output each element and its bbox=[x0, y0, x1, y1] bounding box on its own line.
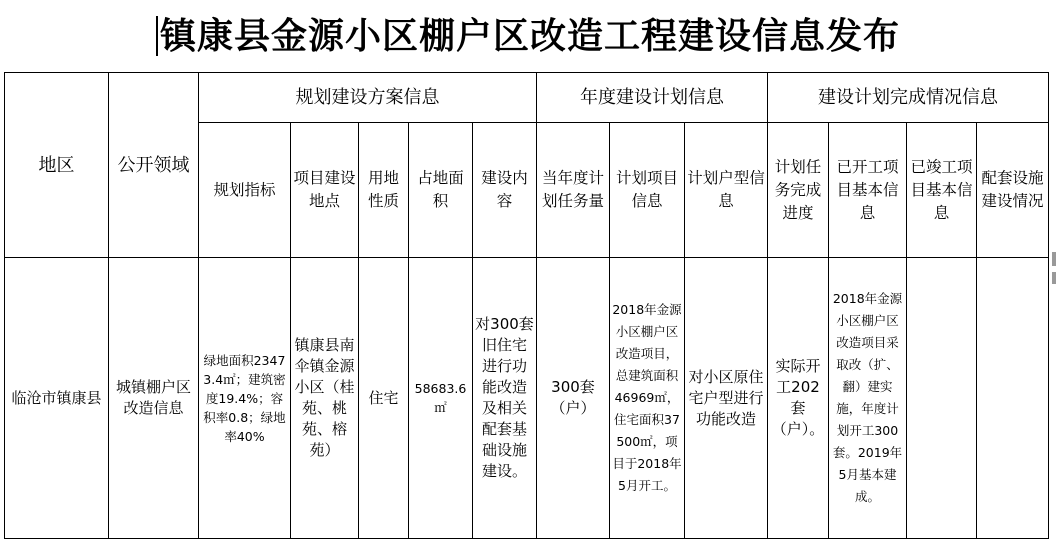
subheader-task-progress: 计划任务完成进度 bbox=[768, 123, 829, 258]
subheader-project-location: 项目建设地点 bbox=[291, 123, 359, 258]
header-row-1 bbox=[5, 73, 1049, 123]
subheader-planned-project-info: 计划项目信息 bbox=[610, 123, 685, 258]
info-table bbox=[4, 72, 1049, 539]
cell-planned-house-type: 对小区原住宅户型进行功能改造 bbox=[685, 258, 768, 539]
header-planning-info: 规划建设方案信息 bbox=[199, 73, 537, 123]
cell-planning-index: 绿地面积23473.4㎡；建筑密度19.4%；容积率0.8；绿地率40% bbox=[199, 258, 291, 539]
cell-task-progress: 实际开工202套（户）。 bbox=[768, 258, 829, 539]
subheader-land-area: 占地面积 bbox=[409, 123, 473, 258]
table-row bbox=[5, 258, 1049, 539]
subheader-supporting-facilities: 配套设施建设情况 bbox=[977, 123, 1049, 258]
subheader-land-nature: 用地性质 bbox=[359, 123, 409, 258]
subheader-planned-house-type: 计划户型信息 bbox=[685, 123, 768, 258]
cell-started-project-info: 2018年金源小区棚户区改造项目采取改（扩、翻）建实施，年度计划开工300套。2019年5月基本建成。 bbox=[829, 258, 907, 539]
cell-completed-project-info bbox=[907, 258, 977, 539]
cell-annual-task: 300套（户） bbox=[537, 258, 610, 539]
header-public-field: 公开领域 bbox=[109, 73, 199, 258]
header-annual-plan-info: 年度建设计划信息 bbox=[537, 73, 768, 123]
subheader-completed-project-info: 已竣工项目基本信息 bbox=[907, 123, 977, 258]
subheader-construction-content: 建设内容 bbox=[473, 123, 537, 258]
header-completion-info: 建设计划完成情况信息 bbox=[768, 73, 1049, 123]
cell-public-field: 城镇棚户区改造信息 bbox=[109, 258, 199, 539]
cell-land-area: 58683.6㎡ bbox=[409, 258, 473, 539]
cell-planned-project-info: 2018年金源小区棚户区改造项目，总建筑面积46969㎡，住宅面积37500㎡，项目于2018年5月开工。 bbox=[610, 258, 685, 539]
subheader-planning-index: 规划指标 bbox=[199, 123, 291, 258]
subheader-started-project-info: 已开工项目基本信息 bbox=[829, 123, 907, 258]
cell-land-nature: 住宅 bbox=[359, 258, 409, 539]
header-region: 地区 bbox=[5, 73, 109, 258]
page-title-wrap bbox=[0, 0, 1056, 72]
scroll-handle-mark-lower[interactable] bbox=[1052, 272, 1056, 284]
subheader-annual-task: 当年度计划任务量 bbox=[537, 123, 610, 258]
cell-region: 临沧市镇康县 bbox=[5, 258, 109, 539]
page-title: 镇康县金源小区棚户区改造工程建设信息发布 bbox=[156, 16, 900, 56]
cell-construction-content: 对300套旧住宅进行功能改造及相关配套基础设施建设。 bbox=[473, 258, 537, 539]
cell-project-location: 镇康县南伞镇金源小区（桂苑、桃苑、榕苑） bbox=[291, 258, 359, 539]
cell-supporting-facilities bbox=[977, 258, 1049, 539]
scroll-handle-mark[interactable] bbox=[1052, 252, 1056, 266]
